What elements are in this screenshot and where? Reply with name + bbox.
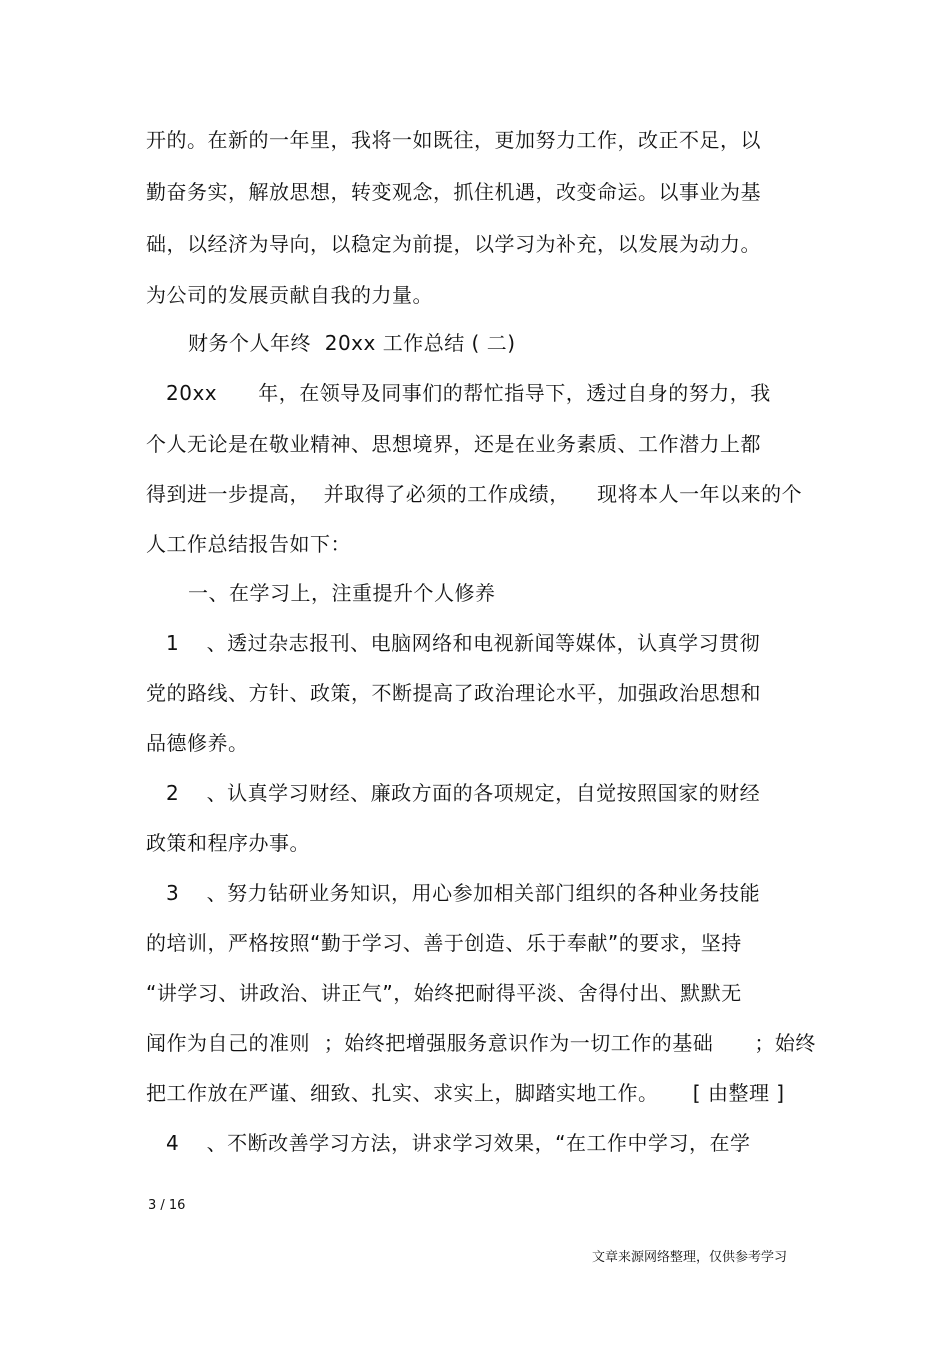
- text-line: 勤奋务实，解放思想，转变观念，抓住机遇，改变命运。以事业为基: [146, 180, 761, 204]
- text-line: 础，以经济为导向，以稳定为前提，以学习为补充，以发展为动力。: [146, 232, 761, 256]
- text-line: 20xx 年，在领导及同事们的帮忙指导下，透过自身的努力，我: [166, 381, 771, 405]
- page-number: 3 / 16: [148, 1198, 186, 1213]
- text-line: 党的路线、方针、政策，不断提高了政治理论水平，加强政治思想和: [146, 681, 761, 705]
- text-line: 3 、努力钻研业务知识，用心参加相关部门组织的各种业务技能: [166, 881, 761, 905]
- text-line: 4 、不断改善学习方法，讲求学习效果，“在工作中学习，在学: [166, 1131, 751, 1155]
- text-line: 闻作为自己的准则 ；始终把增强服务意识作为一切工作的基础 ；始终: [146, 1031, 816, 1055]
- text-line: 1 、透过杂志报刊、电脑网络和电视新闻等媒体，认真学习贯彻: [166, 631, 761, 655]
- text-line: 的培训，严格按照“勤于学习、善于创造、乐于奉献”的要求，坚持: [146, 931, 742, 955]
- text-line: 把工作放在严谨、细致、扎实、求实上，脚踏实地工作。 [ 由整理 ]: [146, 1081, 785, 1105]
- text-line: 得到进一步提高， 并取得了必须的工作成绩， 现将本人一年以来的个: [146, 482, 803, 506]
- text-line: 为公司的发展贡献自我的力量。: [146, 283, 433, 307]
- source-note: 文章来源网络整理，仅供参考学习: [592, 1250, 788, 1265]
- subsection-heading: 一、在学习上，注重提升个人修养: [188, 581, 496, 605]
- text-line: 政策和程序办事。: [146, 831, 310, 855]
- text-line: 2 、认真学习财经、廉政方面的各项规定，自觉按照国家的财经: [166, 781, 761, 805]
- text-line: 品德修养。: [146, 731, 249, 755]
- section-heading: 财务个人年终 20xx 工作总结 ( 二): [188, 331, 516, 355]
- text-line: 人工作总结报告如下：: [146, 532, 351, 556]
- text-line: 开的。在新的一年里，我将一如既往，更加努力工作，改正不足，以: [146, 128, 761, 152]
- text-line: 个人无论是在敬业精神、思想境界，还是在业务素质、工作潜力上都: [146, 432, 761, 456]
- text-line: “讲学习、讲政治、讲正气”，始终把耐得平淡、舍得付出、默默无: [146, 981, 742, 1005]
